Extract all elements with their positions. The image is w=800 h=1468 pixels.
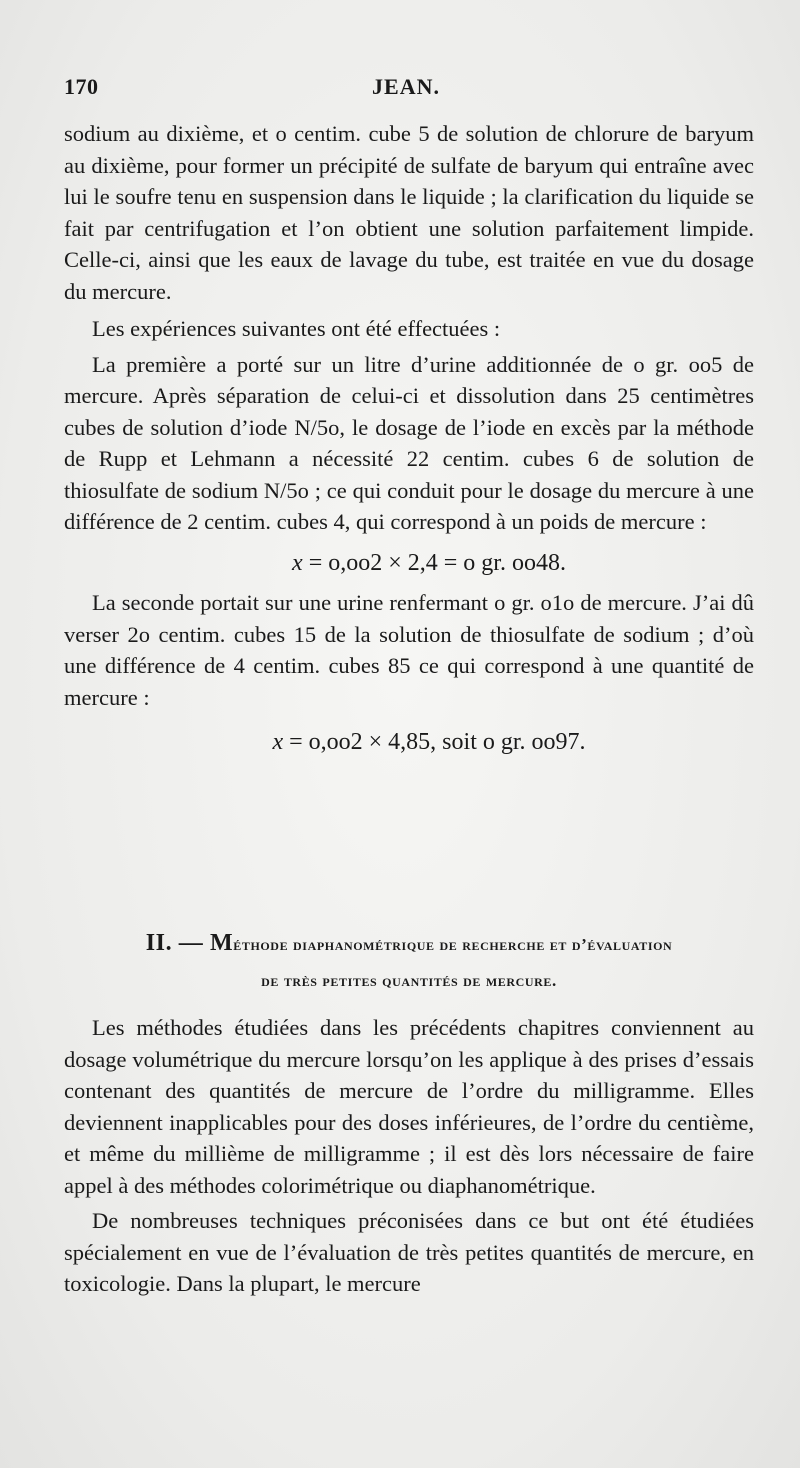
equation-2-variable: x: [272, 729, 284, 755]
section-heading: [64, 925, 754, 999]
paragraph-second-experiment: La seconde portait sur une urine renfermant o gr. o1o de mercure. J’ai dû verser 2o centim. cubes 15 de la solution de thiosulfate de sodium ; d’où une différence de 4 centim. cubes 85 ce qui correspond à une quantité de mercure :: [64, 590, 754, 710]
equation-1: [64, 548, 754, 580]
text-block-2: [64, 1012, 754, 1300]
running-head: [64, 74, 748, 104]
paragraph-methods: Les méthodes étudiées dans les précédents chapitres conviennent au dosage volumétrique du mercure lorsqu’on les applique à des prises d’essais contenant des quantités de mercure de l’ordre du milligramme. Elles deviennent inapplicables pour des doses inférieures, de l’ordre du centième, et même du millième de milligramme ; il est dès lors nécessaire de faire appel à des méthodes colorimétrique ou diaphanométrique.: [64, 1015, 754, 1198]
paragraph-continuation: sodium au dixième, et o centim. cube 5 de solution de chlorure de baryum au dixième, pour former un précipité de sulfate de baryum qui entraîne avec lui le soufre tenu en suspension dans le liquide ; la clarification du liquide se fait par centrifugation et l’on obtient une solution parfaitement limpide. Celle-ci, ainsi que les eaux de lavage du tube, est traitée en vue du dosage du mercure.: [64, 121, 754, 304]
section-title-part-1: éthode diaphanométrique de recherche et d’évaluation: [233, 935, 673, 954]
equation-1-expression: = o,oo2 × 2,4 = o gr. oo48.: [302, 549, 566, 576]
paragraph-first-experiment: La première a porté sur un litre d’urine additionnée de o gr. oo5 de mercure. Après séparation de celui-ci et dissolution dans 25 centimètres cubes de solution d’iode N/5o, le dosage de l’iode en excès par la méthode de Rupp et Lehmann a nécessité 22 centim. cubes 6 de solution de thiosulfate de sodium N/5o ; ce qui conduit pour le dosage du mercure à une différence de 2 centim. cubes 4, qui correspond à un poids de mercure :: [64, 351, 754, 534]
paragraph-experiences: Les expériences suivantes ont été effectuées :: [92, 316, 501, 341]
section-heading-line-1: [64, 925, 754, 963]
paragraph-techniques: De nombreuses techniques préconisées dans ce but ont été étudiées spécialement en vue de l’évaluation de très petites quantités de mercure, en toxicologie. Dans la plupart, le mercure: [64, 1208, 754, 1296]
running-title: JEAN.: [372, 74, 440, 99]
equation-2-expression: = o,oo2 × 4,85, soit o gr. oo97.: [283, 729, 586, 755]
page-number: 170: [64, 74, 99, 99]
equation-2: [64, 727, 754, 759]
equation-1-variable: x: [292, 549, 303, 576]
section-heading-line-2: de très petites quantités de mercure.: [261, 971, 557, 990]
text-block-1: [64, 118, 754, 759]
section-numeral: II. — M: [145, 930, 234, 956]
